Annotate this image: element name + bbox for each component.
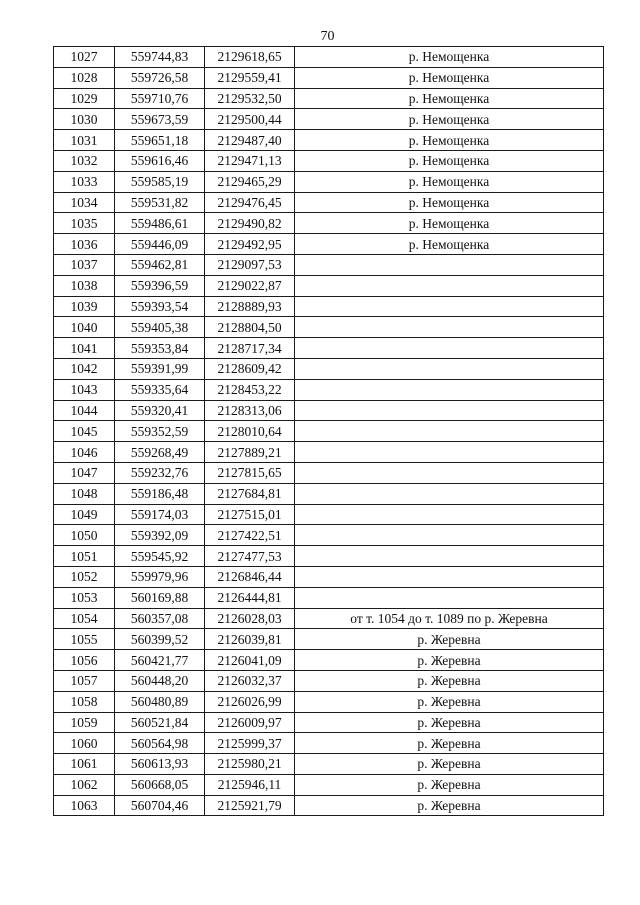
y-coordinate-cell: 2127422,51 (205, 525, 295, 546)
y-coordinate-cell: 2129532,50 (205, 88, 295, 109)
y-coordinate-cell: 2126039,81 (205, 629, 295, 650)
point-number-cell: 1052 (54, 566, 115, 587)
x-coordinate-cell: 560480,89 (115, 691, 205, 712)
y-coordinate-cell: 2126009,97 (205, 712, 295, 733)
description-cell: р. Немощенка (295, 192, 604, 213)
x-coordinate-cell: 559710,76 (115, 88, 205, 109)
y-coordinate-cell: 2129476,45 (205, 192, 295, 213)
point-number-cell: 1038 (54, 275, 115, 296)
table-row (54, 670, 604, 691)
table-row (54, 566, 604, 587)
table-row (54, 691, 604, 712)
table-row (54, 712, 604, 733)
description-cell (295, 296, 604, 317)
x-coordinate-cell: 560704,46 (115, 795, 205, 816)
description-cell: р. Жеревна (295, 795, 604, 816)
table-row (54, 171, 604, 192)
description-cell (295, 566, 604, 587)
x-coordinate-cell: 559585,19 (115, 171, 205, 192)
point-number-cell: 1058 (54, 691, 115, 712)
table-row (54, 650, 604, 671)
y-coordinate-cell: 2126444,81 (205, 587, 295, 608)
point-number-cell: 1037 (54, 254, 115, 275)
description-cell (295, 442, 604, 463)
y-coordinate-cell: 2128010,64 (205, 421, 295, 442)
y-coordinate-cell: 2129465,29 (205, 171, 295, 192)
table-row (54, 462, 604, 483)
description-cell (295, 587, 604, 608)
x-coordinate-cell: 559726,58 (115, 67, 205, 88)
y-coordinate-cell: 2126032,37 (205, 670, 295, 691)
y-coordinate-cell: 2126846,44 (205, 566, 295, 587)
table-row (54, 88, 604, 109)
description-cell (295, 358, 604, 379)
description-cell (295, 483, 604, 504)
table-row (54, 254, 604, 275)
x-coordinate-cell: 559979,96 (115, 566, 205, 587)
table-row (54, 504, 604, 525)
point-number-cell: 1042 (54, 358, 115, 379)
description-cell: от т. 1054 до т. 1089 по р. Жеревна (295, 608, 604, 629)
description-cell (295, 379, 604, 400)
point-number-cell: 1063 (54, 795, 115, 816)
x-coordinate-cell: 559232,76 (115, 462, 205, 483)
x-coordinate-cell: 559335,64 (115, 379, 205, 400)
x-coordinate-cell: 560564,98 (115, 733, 205, 754)
description-cell: р. Немощенка (295, 109, 604, 130)
description-cell (295, 275, 604, 296)
point-number-cell: 1031 (54, 130, 115, 151)
description-cell (295, 421, 604, 442)
x-coordinate-cell: 559486,61 (115, 213, 205, 234)
description-cell: р. Немощенка (295, 171, 604, 192)
y-coordinate-cell: 2125946,11 (205, 774, 295, 795)
point-number-cell: 1061 (54, 754, 115, 775)
table-row (54, 338, 604, 359)
table-row (54, 47, 604, 68)
description-cell: р. Немощенка (295, 88, 604, 109)
point-number-cell: 1053 (54, 587, 115, 608)
table-row (54, 442, 604, 463)
y-coordinate-cell: 2126028,03 (205, 608, 295, 629)
table-row (54, 192, 604, 213)
y-coordinate-cell: 2129618,65 (205, 47, 295, 68)
y-coordinate-cell: 2129500,44 (205, 109, 295, 130)
x-coordinate-cell: 559320,41 (115, 400, 205, 421)
table-row (54, 275, 604, 296)
point-number-cell: 1049 (54, 504, 115, 525)
description-cell (295, 400, 604, 421)
description-cell: р. Немощенка (295, 150, 604, 171)
table-row (54, 317, 604, 338)
y-coordinate-cell: 2128453,22 (205, 379, 295, 400)
table-row (54, 733, 604, 754)
x-coordinate-cell: 559393,54 (115, 296, 205, 317)
y-coordinate-cell: 2128313,06 (205, 400, 295, 421)
description-cell (295, 317, 604, 338)
x-coordinate-cell: 559531,82 (115, 192, 205, 213)
description-cell (295, 525, 604, 546)
table-row (54, 109, 604, 130)
x-coordinate-cell: 559405,38 (115, 317, 205, 338)
point-number-cell: 1056 (54, 650, 115, 671)
description-cell: р. Немощенка (295, 67, 604, 88)
table-row (54, 754, 604, 775)
x-coordinate-cell: 559673,59 (115, 109, 205, 130)
x-coordinate-cell: 560357,08 (115, 608, 205, 629)
x-coordinate-cell: 560448,20 (115, 670, 205, 691)
x-coordinate-cell: 559352,59 (115, 421, 205, 442)
coordinates-table (53, 46, 604, 816)
y-coordinate-cell: 2125921,79 (205, 795, 295, 816)
x-coordinate-cell: 560521,84 (115, 712, 205, 733)
point-number-cell: 1046 (54, 442, 115, 463)
y-coordinate-cell: 2129490,82 (205, 213, 295, 234)
table-row (54, 379, 604, 400)
y-coordinate-cell: 2127889,21 (205, 442, 295, 463)
point-number-cell: 1045 (54, 421, 115, 442)
x-coordinate-cell: 559174,03 (115, 504, 205, 525)
description-cell: р. Немощенка (295, 130, 604, 151)
description-cell: р. Жеревна (295, 650, 604, 671)
point-number-cell: 1060 (54, 733, 115, 754)
table-row (54, 483, 604, 504)
table-row (54, 130, 604, 151)
table-row (54, 795, 604, 816)
point-number-cell: 1036 (54, 234, 115, 255)
point-number-cell: 1055 (54, 629, 115, 650)
y-coordinate-cell: 2126041,09 (205, 650, 295, 671)
table-row (54, 608, 604, 629)
y-coordinate-cell: 2129492,95 (205, 234, 295, 255)
point-number-cell: 1028 (54, 67, 115, 88)
point-number-cell: 1035 (54, 213, 115, 234)
description-cell: р. Жеревна (295, 733, 604, 754)
x-coordinate-cell: 559651,18 (115, 130, 205, 151)
point-number-cell: 1048 (54, 483, 115, 504)
table-row (54, 234, 604, 255)
description-cell: р. Жеревна (295, 754, 604, 775)
table-row (54, 358, 604, 379)
x-coordinate-cell: 559268,49 (115, 442, 205, 463)
y-coordinate-cell: 2129487,40 (205, 130, 295, 151)
description-cell: р. Жеревна (295, 774, 604, 795)
y-coordinate-cell: 2127477,53 (205, 546, 295, 567)
table-row (54, 774, 604, 795)
y-coordinate-cell: 2128717,34 (205, 338, 295, 359)
description-cell (295, 338, 604, 359)
table-row (54, 421, 604, 442)
x-coordinate-cell: 559744,83 (115, 47, 205, 68)
x-coordinate-cell: 559446,09 (115, 234, 205, 255)
point-number-cell: 1050 (54, 525, 115, 546)
x-coordinate-cell: 559392,09 (115, 525, 205, 546)
description-cell: р. Немощенка (295, 234, 604, 255)
point-number-cell: 1040 (54, 317, 115, 338)
description-cell: р. Жеревна (295, 712, 604, 733)
table-row (54, 525, 604, 546)
point-number-cell: 1034 (54, 192, 115, 213)
table-row (54, 546, 604, 567)
table-row (54, 629, 604, 650)
y-coordinate-cell: 2125980,21 (205, 754, 295, 775)
point-number-cell: 1041 (54, 338, 115, 359)
point-number-cell: 1032 (54, 150, 115, 171)
y-coordinate-cell: 2125999,37 (205, 733, 295, 754)
y-coordinate-cell: 2129559,41 (205, 67, 295, 88)
y-coordinate-cell: 2129097,53 (205, 254, 295, 275)
point-number-cell: 1057 (54, 670, 115, 691)
y-coordinate-cell: 2127515,01 (205, 504, 295, 525)
description-cell: р. Жеревна (295, 670, 604, 691)
table-row (54, 213, 604, 234)
point-number-cell: 1030 (54, 109, 115, 130)
x-coordinate-cell: 559396,59 (115, 275, 205, 296)
point-number-cell: 1043 (54, 379, 115, 400)
x-coordinate-cell: 559353,84 (115, 338, 205, 359)
point-number-cell: 1047 (54, 462, 115, 483)
y-coordinate-cell: 2127684,81 (205, 483, 295, 504)
description-cell: р. Жеревна (295, 629, 604, 650)
x-coordinate-cell: 560421,77 (115, 650, 205, 671)
point-number-cell: 1044 (54, 400, 115, 421)
table-row (54, 587, 604, 608)
description-cell (295, 462, 604, 483)
x-coordinate-cell: 560668,05 (115, 774, 205, 795)
x-coordinate-cell: 560169,88 (115, 587, 205, 608)
x-coordinate-cell: 559186,48 (115, 483, 205, 504)
table-row (54, 150, 604, 171)
description-cell: р. Жеревна (295, 691, 604, 712)
table-row (54, 400, 604, 421)
description-cell (295, 546, 604, 567)
description-cell: р. Немощенка (295, 213, 604, 234)
point-number-cell: 1062 (54, 774, 115, 795)
point-number-cell: 1059 (54, 712, 115, 733)
y-coordinate-cell: 2129022,87 (205, 275, 295, 296)
y-coordinate-cell: 2129471,13 (205, 150, 295, 171)
x-coordinate-cell: 559616,46 (115, 150, 205, 171)
x-coordinate-cell: 559545,92 (115, 546, 205, 567)
point-number-cell: 1039 (54, 296, 115, 317)
y-coordinate-cell: 2126026,99 (205, 691, 295, 712)
x-coordinate-cell: 559391,99 (115, 358, 205, 379)
table-body (54, 47, 604, 816)
point-number-cell: 1054 (54, 608, 115, 629)
point-number-cell: 1027 (54, 47, 115, 68)
x-coordinate-cell: 560613,93 (115, 754, 205, 775)
table-row (54, 296, 604, 317)
table-row (54, 67, 604, 88)
description-cell (295, 254, 604, 275)
y-coordinate-cell: 2128609,42 (205, 358, 295, 379)
point-number-cell: 1051 (54, 546, 115, 567)
y-coordinate-cell: 2128889,93 (205, 296, 295, 317)
page-number: 70 (320, 29, 335, 44)
point-number-cell: 1033 (54, 171, 115, 192)
y-coordinate-cell: 2127815,65 (205, 462, 295, 483)
description-cell: р. Немощенка (295, 47, 604, 68)
y-coordinate-cell: 2128804,50 (205, 317, 295, 338)
description-cell (295, 504, 604, 525)
point-number-cell: 1029 (54, 88, 115, 109)
x-coordinate-cell: 560399,52 (115, 629, 205, 650)
x-coordinate-cell: 559462,81 (115, 254, 205, 275)
